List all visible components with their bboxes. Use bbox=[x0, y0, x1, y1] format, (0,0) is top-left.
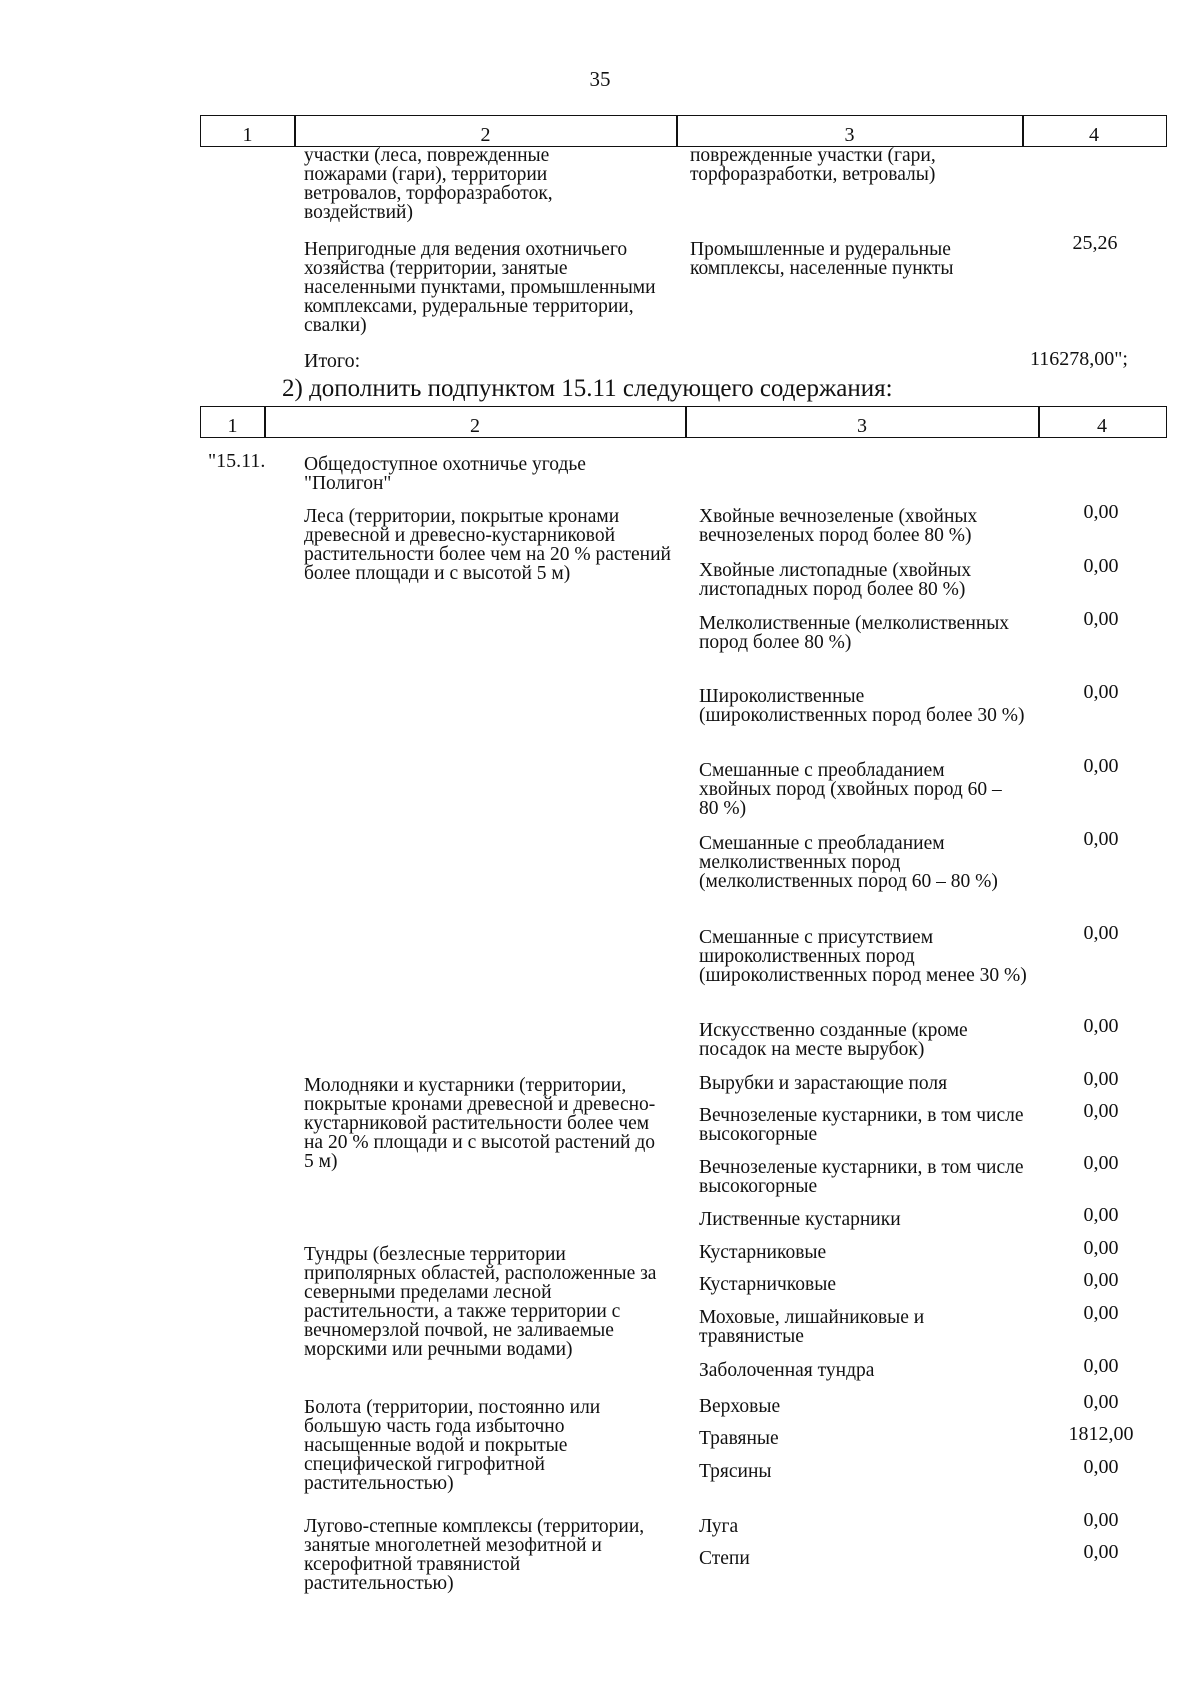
list-item-value: 0,00 bbox=[1083, 1237, 1119, 1259]
list-item-name: Хвойные листопадные (хвойных листопадных пород более 80 %) bbox=[699, 560, 972, 600]
list-item-value: 0,00 bbox=[1083, 608, 1119, 630]
list-item-value: 0,00 bbox=[1083, 681, 1119, 703]
list-item-value: 0,00 bbox=[1083, 555, 1119, 577]
list-item-name: Мелколиственные (мелколиственных пород более 80 %) bbox=[699, 613, 1010, 653]
table1-header-col3: 3 bbox=[844, 124, 855, 146]
list-item-value: 0,00 bbox=[1083, 1541, 1119, 1563]
table1-total-label: Итого: bbox=[304, 350, 361, 372]
table2-header-col4: 4 bbox=[1097, 415, 1107, 437]
group-title-young-growth: Молодняки и кустарники (территории, покрытые кронами древесной и древесно-кустарниковой растительности более чем на 20 % площади и с высотой растений до 5 м) bbox=[304, 1075, 656, 1172]
table1-row1-col3: поврежденные участки (гари, торфоразработки, ветровалы) bbox=[690, 145, 936, 185]
list-item-name: Вечнозеленые кустарники, в том числе высокогорные bbox=[699, 1157, 1024, 1197]
section-number: "15.11. bbox=[208, 450, 266, 472]
table2-header bbox=[200, 406, 1167, 438]
list-item-name: Моховые, лишайниковые и травянистые bbox=[699, 1307, 925, 1347]
list-item-value: 0,00 bbox=[1083, 922, 1119, 944]
list-item-name: Смешанные с преобладанием хвойных пород (хвойных пород 60 – 80 %) bbox=[699, 760, 1002, 819]
list-item-name: Кустарниковые bbox=[699, 1242, 827, 1263]
table1-total-value: 116278,00"; bbox=[1030, 348, 1128, 370]
table1-row1-col2: участки (леса, поврежденные пожарами (гари), территории ветровалов, торфоразработок, воздействий) bbox=[304, 145, 553, 223]
list-item-value: 0,00 bbox=[1083, 1456, 1119, 1478]
group-title-meadow-steppe: Лугово-степные комплексы (территории, занятые многолетней мезофитной и ксерофитной травянистой растительностью) bbox=[304, 1516, 645, 1594]
list-item-value: 0,00 bbox=[1083, 1509, 1119, 1531]
table1-row2-col4: 25,26 bbox=[1072, 232, 1118, 254]
list-item-value: 0,00 bbox=[1083, 1391, 1119, 1413]
list-item-name: Верховые bbox=[699, 1396, 781, 1417]
group-title-swamps: Болота (территории, постоянно или большую часть года избыточно насыщенные водой и покрытые специфической гигрофитной растительностью) bbox=[304, 1397, 601, 1494]
table1-header-col4: 4 bbox=[1089, 124, 1099, 146]
table1-row2-col2: Непригодные для ведения охотничьего хозяйства (территории, занятые населенными пунктами, промышленными комплексами, рудеральные территории, свалки) bbox=[304, 239, 656, 336]
list-item-name: Луга bbox=[699, 1516, 739, 1537]
list-item-name: Хвойные вечнозеленые (хвойных вечнозеленых пород более 80 %) bbox=[699, 506, 978, 546]
list-item-value: 1812,00 bbox=[1068, 1423, 1134, 1445]
table1-header-col2: 2 bbox=[480, 124, 491, 146]
group-title-forests: Леса (территории, покрытые кронами древесной и древесно-кустарниковой растительности более чем на 20 % растений более площади и с высотой 5 м) bbox=[304, 506, 671, 584]
group-title-tundra: Тундры (безлесные территории приполярных областей, расположенные за северными пределами лесной растительности, а также территории с вечномерзлой почвой, не заливаемые морскими или речными водами) bbox=[304, 1244, 657, 1360]
list-item-name: Кустарничковые bbox=[699, 1274, 836, 1295]
list-item-value: 0,00 bbox=[1083, 1355, 1119, 1377]
list-item-value: 0,00 bbox=[1083, 1302, 1119, 1324]
list-item-value: 0,00 bbox=[1083, 1015, 1119, 1037]
table1-header-col1: 1 bbox=[242, 124, 253, 146]
section-title: Общедоступное охотничье угодье "Полигон" bbox=[304, 454, 586, 494]
list-item-value: 0,00 bbox=[1083, 755, 1119, 777]
table1-header bbox=[200, 115, 1167, 147]
list-item-value: 0,00 bbox=[1083, 1152, 1119, 1174]
list-item-name: Искусственно созданные (кроме посадок на месте вырубок) bbox=[699, 1020, 968, 1060]
list-item-value: 0,00 bbox=[1083, 828, 1119, 850]
list-item-name: Смешанные с преобладанием мелколиственных пород (мелколиственных пород 60 – 80 %) bbox=[699, 833, 998, 892]
list-item-name: Вечнозеленые кустарники, в том числе высокогорные bbox=[699, 1105, 1024, 1145]
list-item-name: Широколиственные (широколиственных пород более 30 %) bbox=[699, 686, 1025, 726]
list-item-value: 0,00 bbox=[1083, 501, 1119, 523]
list-item-name: Лиственные кустарники bbox=[699, 1209, 901, 1230]
list-item-value: 0,00 bbox=[1083, 1204, 1119, 1226]
list-item-value: 0,00 bbox=[1083, 1068, 1119, 1090]
list-item-name: Степи bbox=[699, 1548, 750, 1569]
list-item-name: Трясины bbox=[699, 1461, 772, 1482]
page-number: 35 bbox=[589, 67, 611, 91]
table2-header-col3: 3 bbox=[857, 415, 867, 437]
amendment-heading: 2) дополнить подпунктом 15.11 следующего содержания: bbox=[282, 375, 893, 402]
list-item-value: 0,00 bbox=[1083, 1100, 1119, 1122]
list-item-value: 0,00 bbox=[1083, 1269, 1119, 1291]
list-item-name: Заболоченная тундра bbox=[699, 1360, 875, 1381]
list-item-name: Травяные bbox=[699, 1428, 779, 1449]
list-item-name: Вырубки и зарастающие поля bbox=[699, 1073, 948, 1094]
table2-header-col1: 1 bbox=[227, 415, 238, 437]
table2-header-col2: 2 bbox=[470, 415, 480, 437]
list-item-name: Смешанные с присутствием широколиственных пород (широколиственных пород менее 30 %) bbox=[699, 927, 1027, 986]
table1-row2-col3: Промышленные и рудеральные комплексы, населенные пункты bbox=[690, 239, 954, 279]
